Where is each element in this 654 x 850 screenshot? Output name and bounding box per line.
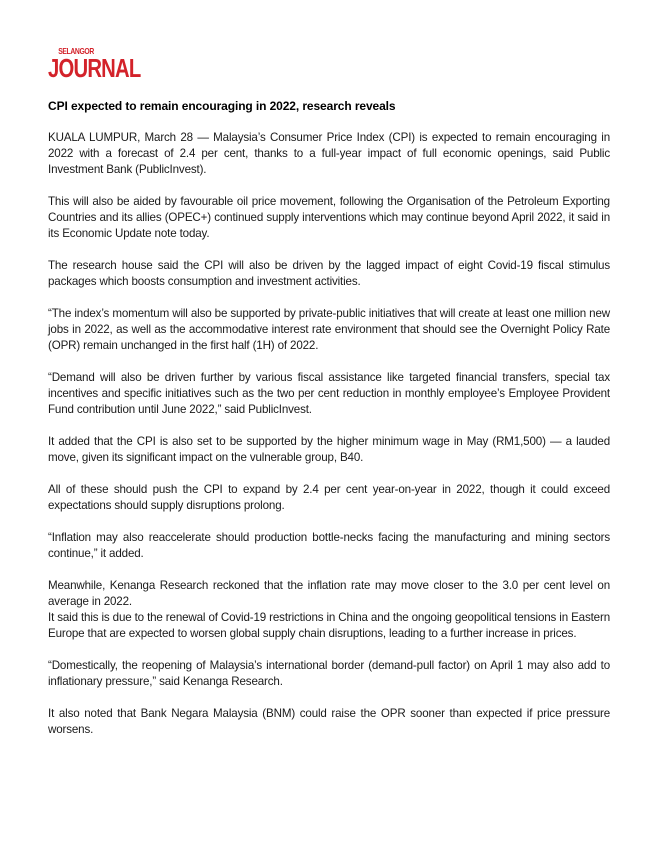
article-paragraph: It added that the CPI is also set to be supported by the higher minimum wage in May (RM1,500) — a lauded move, given its significant impact on the vulnerable group, B40. (48, 435, 610, 464)
article-paragraph: This will also be aided by favourable oil price movement, following the Organisation of the Petroleum Exporting Countries and its allies (OPEC+) continued supply interventions which may continue beyond April 2022, it said in its Economic Update note today. (48, 195, 610, 240)
article-body (48, 130, 610, 754)
article-paragraph: KUALA LUMPUR, March 28 — Malaysia’s Consumer Price Index (CPI) is expected to remain encouraging in 2022 with a forecast of 2.4 per cent, thanks to a full-year impact of full economic openings, said Public Investment Bank (PublicInvest). (48, 131, 610, 176)
article-paragraph: It said this is due to the renewal of Covid-19 restrictions in China and the ongoing geopolitical tensions in Eastern Europe that are expected to worsen global supply chain disruptions, leading to a further increase in prices. (48, 611, 610, 640)
article-paragraph: “Inflation may also reaccelerate should production bottle-necks facing the manufacturing and mining sectors continue,” it added. (48, 531, 610, 560)
article-paragraph: The research house said the CPI will also be driven by the lagged impact of eight Covid-19 fiscal stimulus packages which boosts consumption and investment activities. (48, 259, 610, 288)
article-paragraph: It also noted that Bank Negara Malaysia (BNM) could raise the OPR sooner than expected if price pressure worsens. (48, 707, 610, 736)
selangor-journal-logo (48, 46, 148, 80)
logo-top-text: SELANGOR (58, 46, 94, 57)
article-paragraph: “The index’s momentum will also be supported by private-public initiatives that will create at least one million new jobs in 2022, as well as the accommodative interest rate environment that should see the Overnight Policy Rate (OPR) remain unchanged in the first half (1H) of 2022. (48, 307, 610, 352)
logo-graphic (48, 46, 148, 80)
article-headline: CPI expected to remain encouraging in 2022, research reveals (48, 99, 396, 113)
article-paragraph: Meanwhile, Kenanga Research reckoned that the inflation rate may move closer to the 3.0 per cent level on average in 2022. (48, 579, 610, 608)
article-paragraph: “Demand will also be driven further by various fiscal assistance like targeted financial transfers, special tax incentives and specific initiatives such as the two per cent reduction in monthly employee’s Employee Provident Fund contribution until June 2022,” said PublicInvest. (48, 371, 610, 416)
article-paragraph: All of these should push the CPI to expand by 2.4 per cent year-on-year in 2022, though it could exceed expectations should supply disruptions prolong. (48, 483, 610, 512)
article-paragraph: “Domestically, the reopening of Malaysia’s international border (demand-pull factor) on April 1 may also add to inflationary pressure,” said Kenanga Research. (48, 659, 610, 688)
logo-main-text: JOURNAL (48, 53, 141, 80)
